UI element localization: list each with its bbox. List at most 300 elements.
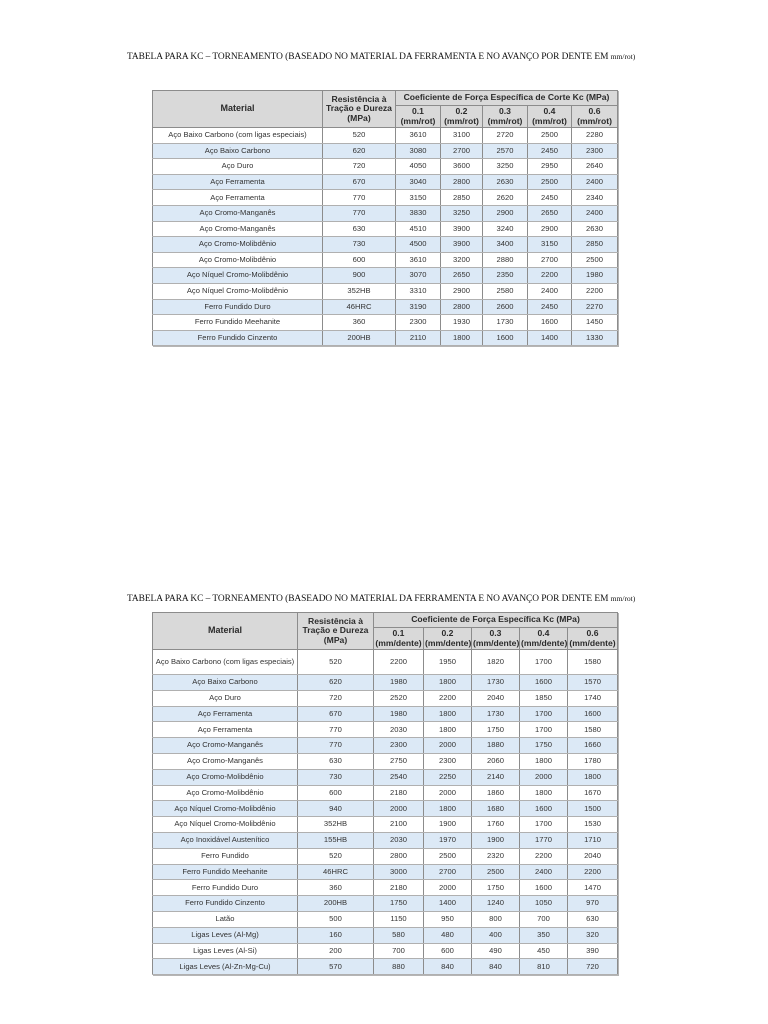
kc-cell: 2340: [572, 190, 618, 206]
kc-cell: 2950: [528, 159, 572, 175]
table-1-caption: [127, 52, 687, 62]
kc-cell: 3040: [396, 174, 441, 190]
kc-cell: 2000: [424, 785, 472, 801]
kc-cell: 580: [374, 927, 424, 943]
material-column-header: Material: [153, 91, 323, 128]
kc-cell: 630: [568, 911, 618, 927]
table-row: [153, 190, 618, 206]
table-row: [153, 769, 618, 785]
kc-cell: 1670: [568, 785, 618, 801]
kc-cell: 1700: [520, 817, 568, 833]
kc-cell: 800: [472, 911, 520, 927]
kc-cell: 2540: [374, 769, 424, 785]
kc-cell: 2280: [572, 128, 618, 144]
material-cell: Aço Baixo Carbono (com ligas especiais): [153, 128, 323, 144]
kc-cell: 2000: [424, 738, 472, 754]
feed-unit: (mm/dente): [521, 637, 568, 648]
kc-cell: 1600: [528, 315, 572, 331]
material-cell: Aço Níquel Cromo-Molibdênio: [153, 801, 298, 817]
kc-cell: 2200: [374, 650, 424, 675]
kc-cell: 2400: [528, 283, 572, 299]
kc-cell: 2850: [572, 237, 618, 253]
kc-cell: 2600: [483, 299, 528, 315]
kc-cell: 4500: [396, 237, 441, 253]
resistance-cell: 200HB: [298, 896, 374, 912]
feed-column-header: [396, 106, 441, 128]
kc-cell: 2500: [528, 128, 572, 144]
resistance-cell: 770: [323, 205, 396, 221]
material-cell: Aço Cromo-Molibdênio: [153, 252, 323, 268]
table-2-caption-unit: mm/rot): [610, 594, 636, 603]
kc-cell: 1740: [568, 690, 618, 706]
material-cell: Aço Cromo-Manganês: [153, 738, 298, 754]
feed-unit: (mm/rot): [532, 115, 567, 126]
table-row: [153, 221, 618, 237]
kc-cell: 1600: [520, 880, 568, 896]
table-row: [153, 330, 618, 346]
kc-cell: 3150: [396, 190, 441, 206]
feed-column-header: [572, 106, 618, 128]
table-row: [153, 143, 618, 159]
kc-cell: 2630: [572, 221, 618, 237]
table-row: [153, 753, 618, 769]
kc-cell: 2100: [374, 817, 424, 833]
kc-cell: 1800: [424, 706, 472, 722]
resistance-cell: 630: [323, 221, 396, 237]
kc-cell: 3240: [483, 221, 528, 237]
kc-cell: 3250: [441, 205, 483, 221]
material-cell: Aço Ferramenta: [153, 706, 298, 722]
kc-cell: 2800: [441, 299, 483, 315]
feed-unit: (mm/dente): [473, 637, 520, 648]
feed-column-header: [472, 628, 520, 650]
kc-cell: 1950: [424, 650, 472, 675]
kc-cell: 1900: [424, 817, 472, 833]
coefficient-group-header: Coeficiente de Força Específica Kc (MPa): [374, 613, 618, 628]
table-row: [153, 880, 618, 896]
kc-cell: 2040: [472, 690, 520, 706]
material-cell: Aço Cromo-Molibdênio: [153, 785, 298, 801]
kc-cell: 840: [424, 959, 472, 975]
table-2-caption: [127, 594, 687, 604]
kc-cell: 3000: [374, 864, 424, 880]
table-row: [153, 896, 618, 912]
resistance-cell: 200: [298, 943, 374, 959]
kc-cell: 1850: [520, 690, 568, 706]
resistance-cell: 720: [298, 690, 374, 706]
feed-value: 0.3: [489, 628, 502, 639]
kc-cell: 2640: [572, 159, 618, 175]
kc-cell: 2900: [441, 283, 483, 299]
kc-cell: 1980: [572, 268, 618, 284]
table-row: [153, 159, 618, 175]
material-cell: Aço Baixo Carbono (com ligas especiais): [153, 650, 298, 675]
kc-cell: 1880: [472, 738, 520, 754]
kc-cell: 1400: [528, 330, 572, 346]
feed-column-header: [441, 106, 483, 128]
kc-cell: 1450: [572, 315, 618, 331]
kc-cell: 1800: [424, 722, 472, 738]
table-row: [153, 650, 618, 675]
kc-cell: 2650: [528, 205, 572, 221]
kc-cell: 1470: [568, 880, 618, 896]
feed-unit: (mm/dente): [375, 637, 422, 648]
kc-cell: 3310: [396, 283, 441, 299]
table-row: [153, 283, 618, 299]
kc-cell: 2500: [572, 252, 618, 268]
kc-cell: 2570: [483, 143, 528, 159]
material-cell: Ferro Fundido Cinzento: [153, 330, 323, 346]
resistance-cell: 520: [298, 848, 374, 864]
table-row: [153, 315, 618, 331]
kc-cell: 3080: [396, 143, 441, 159]
table-row: [153, 675, 618, 691]
resistance-cell: 770: [323, 190, 396, 206]
kc-cell: 3190: [396, 299, 441, 315]
feed-value: 0.1: [392, 628, 405, 639]
material-cell: Aço Baixo Carbono: [153, 143, 323, 159]
kc-cell: 4510: [396, 221, 441, 237]
table-row: [153, 237, 618, 253]
material-cell: Aço Cromo-Manganês: [153, 221, 323, 237]
resistance-cell: 940: [298, 801, 374, 817]
material-cell: Ferro Fundido Duro: [153, 299, 323, 315]
kc-cell: 1680: [472, 801, 520, 817]
feed-value: 0.4: [543, 106, 556, 117]
kc-cell: 700: [374, 943, 424, 959]
kc-cell: 3900: [441, 221, 483, 237]
kc-cell: 3250: [483, 159, 528, 175]
feed-column-header: [528, 106, 572, 128]
kc-cell: 1600: [568, 706, 618, 722]
kc-cell: 2500: [424, 848, 472, 864]
kc-cell: 1800: [424, 801, 472, 817]
kc-cell: 2450: [528, 190, 572, 206]
kc-cell: 600: [424, 943, 472, 959]
resistance-cell: 155HB: [298, 832, 374, 848]
material-cell: Aço Duro: [153, 159, 323, 175]
kc-cell: 3600: [441, 159, 483, 175]
feed-value: 0.2: [441, 628, 454, 639]
kc-cell: 2800: [374, 848, 424, 864]
kc-cell: 1330: [572, 330, 618, 346]
kc-cell: 880: [374, 959, 424, 975]
resistance-cell: 570: [298, 959, 374, 975]
resistance-cell: 360: [323, 315, 396, 331]
kc-cell: 3400: [483, 237, 528, 253]
resistance-cell: 670: [298, 706, 374, 722]
feed-value: 0.2: [455, 106, 468, 117]
table-row: [153, 911, 618, 927]
table-row: [153, 174, 618, 190]
table-row: [153, 832, 618, 848]
kc-cell: 2030: [374, 832, 424, 848]
table-row: [153, 785, 618, 801]
feed-column-header: [520, 628, 568, 650]
kc-cell: 2520: [374, 690, 424, 706]
material-cell: Aço Cromo-Molibdênio: [153, 769, 298, 785]
kc-cell: 2140: [472, 769, 520, 785]
table-row: [153, 959, 618, 975]
feed-column-header: [424, 628, 472, 650]
kc-cell: 2180: [374, 785, 424, 801]
kc-cell: 3610: [396, 128, 441, 144]
feed-unit: (mm/rot): [400, 115, 436, 126]
feed-column-header: [483, 106, 528, 128]
kc-cell: 2620: [483, 190, 528, 206]
kc-cell: 2270: [572, 299, 618, 315]
resistance-cell: 600: [323, 252, 396, 268]
material-cell: Latão: [153, 911, 298, 927]
kc-cell: 2300: [374, 738, 424, 754]
table-row: [153, 848, 618, 864]
kc-cell: 2300: [424, 753, 472, 769]
kc-cell: 2000: [520, 769, 568, 785]
kc-cell: 2200: [520, 848, 568, 864]
kc-cell: 1530: [568, 817, 618, 833]
kc-cell: 2060: [472, 753, 520, 769]
kc-cell: 3070: [396, 268, 441, 284]
kc-cell: 1800: [441, 330, 483, 346]
feed-value: 0.4: [537, 628, 550, 639]
kc-cell: 2040: [568, 848, 618, 864]
kc-cell: 2250: [424, 769, 472, 785]
kc-cell: 2450: [528, 299, 572, 315]
kc-cell: 4050: [396, 159, 441, 175]
kc-cell: 1660: [568, 738, 618, 754]
table-row: [153, 690, 618, 706]
material-column-header: Material: [153, 613, 298, 650]
kc-cell: 1800: [568, 769, 618, 785]
material-cell: Ferro Fundido Cinzento: [153, 896, 298, 912]
kc-cell: 810: [520, 959, 568, 975]
resistance-cell: 620: [298, 675, 374, 691]
resistance-cell: 630: [298, 753, 374, 769]
kc-cell: 2500: [528, 174, 572, 190]
table-row: [153, 252, 618, 268]
table-row: [153, 706, 618, 722]
material-cell: Aço Ferramenta: [153, 722, 298, 738]
resistance-cell: 770: [298, 738, 374, 754]
kc-cell: 2350: [483, 268, 528, 284]
kc-cell: 1750: [472, 722, 520, 738]
material-cell: Ferro Fundido Meehanite: [153, 864, 298, 880]
table-row: [153, 927, 618, 943]
kc-cell: 2300: [572, 143, 618, 159]
table-row: [153, 722, 618, 738]
kc-cell: 2720: [483, 128, 528, 144]
kc-cell: 1730: [472, 706, 520, 722]
feed-value: 0.1: [412, 106, 424, 117]
kc-cell: 1820: [472, 650, 520, 675]
material-cell: Ferro Fundido Meehanite: [153, 315, 323, 331]
resistance-cell: 352HB: [298, 817, 374, 833]
resistance-cell: 720: [323, 159, 396, 175]
kc-cell: 2850: [441, 190, 483, 206]
resistance-cell: 900: [323, 268, 396, 284]
kc-cell: 320: [568, 927, 618, 943]
kc-cell: 1730: [472, 675, 520, 691]
resistance-cell: 670: [323, 174, 396, 190]
feed-unit: (mm/dente): [569, 637, 616, 648]
kc-cell: 2500: [472, 864, 520, 880]
kc-cell: 1780: [568, 753, 618, 769]
kc-cell: 2200: [424, 690, 472, 706]
resistance-cell: 46HRC: [323, 299, 396, 315]
feed-column-header: [374, 628, 424, 650]
kc-cell: 1600: [520, 801, 568, 817]
material-cell: Ferro Fundido Duro: [153, 880, 298, 896]
coefficient-group-header: Coeficiente de Força Específica de Corte Kc (MPa): [396, 91, 618, 106]
kc-cell: 2700: [441, 143, 483, 159]
feed-column-header: [568, 628, 618, 650]
material-cell: Aço Cromo-Molibdênio: [153, 237, 323, 253]
kc-cell: 1600: [520, 675, 568, 691]
kc-cell: 2300: [396, 315, 441, 331]
kc-cell: 1930: [441, 315, 483, 331]
feed-unit: (mm/rot): [444, 115, 479, 126]
kc-cell: 1700: [520, 650, 568, 675]
kc-cell: 950: [424, 911, 472, 927]
resistance-cell: 46HRC: [298, 864, 374, 880]
kc-cell: 720: [568, 959, 618, 975]
kc-cell: 1800: [424, 675, 472, 691]
kc-cell: 1050: [520, 896, 568, 912]
kc-cell: 840: [472, 959, 520, 975]
material-cell: Aço Ferramenta: [153, 190, 323, 206]
kc-cell: 2400: [572, 174, 618, 190]
kc-table-per-tooth: [152, 612, 618, 975]
kc-cell: 2200: [568, 864, 618, 880]
kc-cell: 2880: [483, 252, 528, 268]
table-2-caption-text: TABELA PARA KC – TORNEAMENTO (BASEADO NO MATERIAL DA FERRAMENTA E NO AVANÇO POR DENTE EM: [127, 594, 609, 604]
table-1-caption-text: TABELA PARA KC – TORNEAMENTO (BASEADO NO MATERIAL DA FERRAMENTA E NO AVANÇO POR DENTE EM: [127, 52, 609, 62]
resistance-cell: 200HB: [323, 330, 396, 346]
kc-cell: 1150: [374, 911, 424, 927]
kc-cell: 1700: [520, 706, 568, 722]
material-cell: Aço Níquel Cromo-Molibdênio: [153, 283, 323, 299]
kc-cell: 1900: [472, 832, 520, 848]
table-row: [153, 738, 618, 754]
kc-cell: 1800: [520, 753, 568, 769]
kc-cell: 490: [472, 943, 520, 959]
resistance-cell: 520: [323, 128, 396, 144]
kc-cell: 1700: [520, 722, 568, 738]
table-row: [153, 128, 618, 144]
kc-cell: 1970: [424, 832, 472, 848]
kc-cell: 3900: [441, 237, 483, 253]
kc-cell: 3150: [528, 237, 572, 253]
kc-cell: 1500: [568, 801, 618, 817]
kc-cell: 1750: [520, 738, 568, 754]
resistance-cell: 600: [298, 785, 374, 801]
kc-cell: 350: [520, 927, 568, 943]
kc-cell: 1730: [483, 315, 528, 331]
kc-cell: 2580: [483, 283, 528, 299]
kc-cell: 390: [568, 943, 618, 959]
kc-cell: 2400: [520, 864, 568, 880]
material-cell: Aço Níquel Cromo-Molibdênio: [153, 268, 323, 284]
resistance-cell: 500: [298, 911, 374, 927]
kc-cell: 1770: [520, 832, 568, 848]
table-row: [153, 205, 618, 221]
resistance-cell: 770: [298, 722, 374, 738]
material-cell: Aço Cromo-Manganês: [153, 753, 298, 769]
kc-table-per-rotation: [152, 90, 618, 346]
kc-cell: 400: [472, 927, 520, 943]
table-row: [153, 864, 618, 880]
kc-cell: 3830: [396, 205, 441, 221]
kc-cell: 3610: [396, 252, 441, 268]
kc-cell: 2750: [374, 753, 424, 769]
table-row: [153, 943, 618, 959]
resistance-cell: 160: [298, 927, 374, 943]
kc-cell: 2700: [528, 252, 572, 268]
material-cell: Aço Cromo-Manganês: [153, 205, 323, 221]
table-row: [153, 817, 618, 833]
kc-cell: 2180: [374, 880, 424, 896]
table-row: [153, 801, 618, 817]
kc-cell: 1240: [472, 896, 520, 912]
kc-cell: 3200: [441, 252, 483, 268]
kc-cell: 2630: [483, 174, 528, 190]
material-cell: Aço Ferramenta: [153, 174, 323, 190]
resistance-cell: 620: [323, 143, 396, 159]
kc-cell: 480: [424, 927, 472, 943]
kc-cell: 1760: [472, 817, 520, 833]
kc-cell: 2650: [441, 268, 483, 284]
kc-cell: 1570: [568, 675, 618, 691]
feed-value: 0.3: [499, 106, 511, 117]
kc-cell: 2000: [424, 880, 472, 896]
material-cell: Ferro Fundido: [153, 848, 298, 864]
kc-cell: 2400: [572, 205, 618, 221]
resistance-column-header: Resistência à Tração e Dureza (MPa): [298, 613, 374, 650]
kc-cell: 2900: [483, 205, 528, 221]
material-cell: Aço Inoxidável Austenítico: [153, 832, 298, 848]
resistance-cell: 352HB: [323, 283, 396, 299]
feed-unit: (mm/rot): [487, 115, 523, 126]
kc-cell: 2000: [374, 801, 424, 817]
kc-cell: 1800: [520, 785, 568, 801]
kc-cell: 1580: [568, 722, 618, 738]
feed-value: 0.6: [586, 628, 599, 639]
kc-cell: 2800: [441, 174, 483, 190]
kc-cell: 1400: [424, 896, 472, 912]
kc-cell: 1860: [472, 785, 520, 801]
kc-cell: 3100: [441, 128, 483, 144]
resistance-cell: 730: [298, 769, 374, 785]
material-cell: Ligas Leves (Al-Mg): [153, 927, 298, 943]
kc-cell: 450: [520, 943, 568, 959]
resistance-cell: 730: [323, 237, 396, 253]
material-cell: Aço Níquel Cromo-Molibdênio: [153, 817, 298, 833]
kc-cell: 2700: [424, 864, 472, 880]
table-row: [153, 268, 618, 284]
kc-cell: 1980: [374, 706, 424, 722]
table-1-caption-unit: mm/rot): [610, 52, 636, 61]
feed-value: 0.6: [588, 106, 601, 117]
kc-cell: 2320: [472, 848, 520, 864]
resistance-cell: 520: [298, 650, 374, 675]
kc-cell: 2200: [528, 268, 572, 284]
resistance-column-header: Resistência à Tração e Dureza (MPa): [323, 91, 396, 128]
kc-cell: 2200: [572, 283, 618, 299]
kc-cell: 1600: [483, 330, 528, 346]
kc-cell: 2030: [374, 722, 424, 738]
resistance-cell: 360: [298, 880, 374, 896]
material-cell: Aço Duro: [153, 690, 298, 706]
